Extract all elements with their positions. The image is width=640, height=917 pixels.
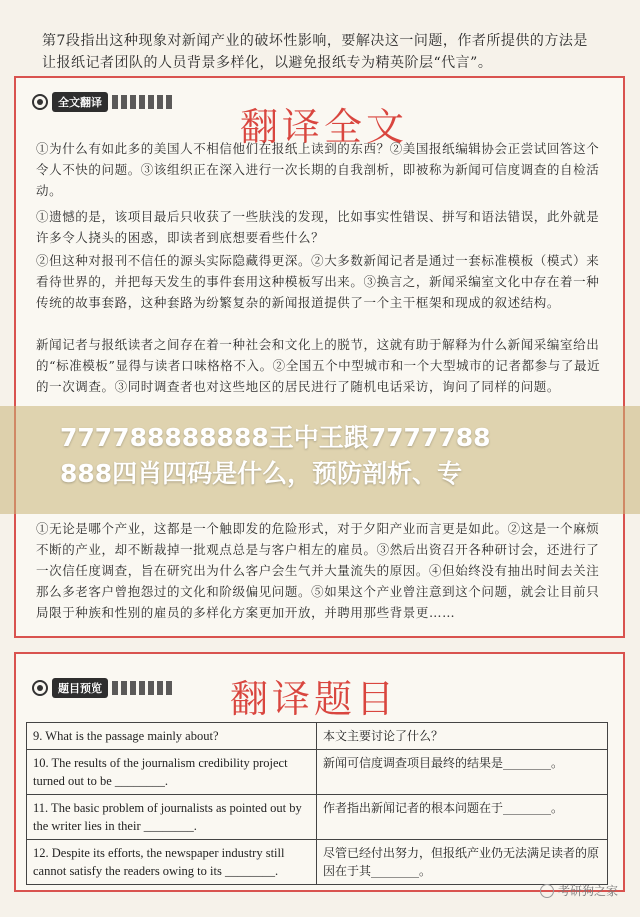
paragraph-5: ①无论是哪个产业，这都是一个触即发的危险形式，对于夕阳产业而言更是如此。②这是一个麻烦不断的产业，却不断裁掉一批观点总是与客户相左的雇员。③然后出资召开各种研讨会，还进行了一次信任度调查，旨在研究出为什么客户会生气并大量流失的原因。④但始终没有抽出时间去关注那么多老客户曾抱怨过的文化和阶级偏见问题。⑤如果这个产业曾注意到这个问题，就会让目前只局限于种族和性别的雇员的多样化方案更加开放，并聘用那些背景更…… — [36, 521, 600, 620]
full-translation-badge-label: 全文翻译 — [52, 92, 108, 112]
question-zh: 新闻可信度调查项目最终的结果是________。 — [317, 750, 608, 795]
intro-line-1: 第7段指出这种现象对新闻产业的破坏性影响，要解决这一问题，作者所提供的方法是 — [42, 33, 588, 49]
quiz-table — [26, 722, 608, 885]
badge-icon — [32, 94, 48, 110]
question-en: 12. Despite its efforts, the newspaper industry still cannot satisfy the readers owing to its ________. — [27, 840, 317, 885]
intro-text — [42, 30, 617, 74]
table-row — [27, 723, 608, 750]
overlay-banner-text — [60, 420, 600, 492]
quiz-badge-label: 题目预览 — [52, 678, 108, 698]
badge-stripes-decoration — [112, 95, 172, 109]
wechat-icon — [540, 884, 554, 898]
watermark-text: 考研狗之家 — [557, 884, 618, 898]
question-zh: 作者指出新闻记者的根本问题在于________。 — [317, 795, 608, 840]
table-row — [27, 795, 608, 840]
paragraph-4: 新闻记者与报纸读者之间存在着一种社会和文化上的脱节，这就有助于解释为什么新闻采编室给出的“标准模板”显得与读者口味格格不入。②全国五个中型城市和一个大型城市的记者都参与了最近的一次调查。③同时调查者也对这些地区的居民进行了随机电话采访，询问了同样的问题。 — [36, 337, 601, 394]
question-en: 11. The basic problem of journalists as pointed out by the writer lies in their ________. — [27, 795, 317, 840]
quiz-badge — [32, 678, 172, 698]
question-zh: 本文主要讨论了什么？ — [317, 723, 608, 750]
watermark — [540, 882, 618, 899]
badge-stripes-decoration — [112, 681, 172, 695]
quiz-title: 翻译题目 — [230, 677, 399, 721]
table-row — [27, 840, 608, 885]
intro-line-2: 让报纸记者团队的人员背景多样化，以避免报纸专为精英阶层“代言”。 — [42, 55, 493, 71]
question-en: 9. What is the passage mainly about? — [27, 723, 317, 750]
paragraph-1: ①为什么有如此多的美国人不相信他们在报纸上读到的东西？②美国报纸编辑协会正尝试回答这个令人不快的问题。③该组织正在深入进行一次长期的自我剖析，即被称为新闻可信度调查的自检活动。 — [36, 141, 600, 198]
overlay-banner-line-1: 777788888888王中王跟7777788 — [60, 423, 491, 452]
overlay-banner-line-2: 888四肖四码是什么，预防剖析、专 — [60, 459, 463, 488]
full-translation-title: 翻译全文 — [240, 105, 409, 149]
full-translation-badge — [32, 92, 172, 112]
paragraph-3: ②但这种对报刊不信任的源头实际隐藏得更深。②大多数新闻记者是通过一套标准模板（模式）来看待世界的，并把每天发生的事件套用这种模板写出来。③换言之，新闻采编室文化中存在着一种传统的故事套路，这种套路为纷繁复杂的新闻报道提供了一个主干框架和现成的叙述结构。 — [36, 253, 600, 310]
table-row — [27, 750, 608, 795]
question-en: 10. The results of the journalism credibility project turned out to be ________. — [27, 750, 317, 795]
badge-icon — [32, 680, 48, 696]
paragraph-2: ①遗憾的是，该项目最后只收获了一些肤浅的发现，比如事实性错误、拼写和语法错误，此外就是许多令人挠头的困惑，即读者到底想要看些什么？ — [36, 209, 600, 245]
question-zh: 尽管已经付出努力，但报纸产业仍无法满足读者的原因在于其________。 — [317, 840, 608, 885]
